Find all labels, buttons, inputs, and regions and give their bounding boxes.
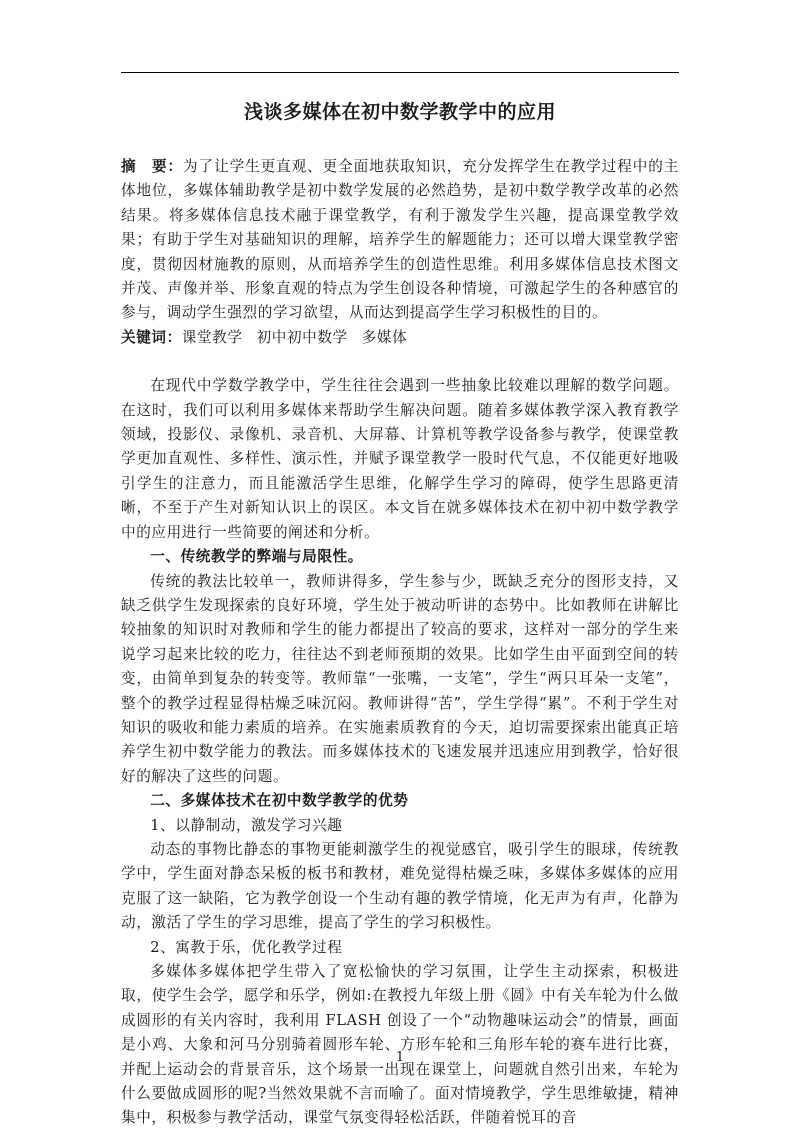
section2-sub2-paragraph: 多媒体多媒体把学生带入了宽松愉快的学习氛围，让学生主动探索，积极进取，使学生会学，愿学和乐学，例如:在教授九年级上册《圆》中有关车轮为什么做成圆形的有关内容时，我利用 FLASH 创设了一个“动物趣味运动会”的情景，画面是小鸡、大象和河马分别骑着圆形车轮、方形车轮和三角形车轮的赛车进行比赛，并配上运动会的背景音乐，这个场景一出现在课堂上，问题就自然引出来，车轮为什么要做成圆形的呢?当然效果就不言而喻了。面对情境教学，学生思维敏捷，精神集中，积极参与教学活动，课堂气氛变得轻松活跃，伴随着悦耳的音 bbox=[121, 963, 679, 1127]
keywords-label: 关键词： bbox=[121, 328, 182, 346]
page-number: 1 bbox=[395, 1050, 405, 1065]
header-rule bbox=[121, 72, 679, 73]
keyword-item: 多媒体 bbox=[361, 328, 408, 346]
keyword-item: 初中初中数学 bbox=[256, 328, 348, 346]
keyword-item: 课堂教学 bbox=[181, 328, 243, 346]
section1-paragraph: 传统的教法比较单一，教师讲得多，学生参与少，既缺乏充分的图形支持，又缺乏供学生发现探索的良好环境，学生处于被动听讲的态势中。比如教师在讲解比较抽象的知识时对教师和学生的能力都提出了较高的要求，这样对一部分的学生来说学习起来比较的吃力，往往达不到老师预期的效果。比如学生由平面到空间的转变，由简单到复杂的转变等。教师靠“一张嘴，一支笔”，学生“两只耳朵一支笔”，整个的教学过程显得枯燥乏味沉闷。教师讲得“苦”，学生学得“累”。不利于学生对知识的吸收和能力素质的培养。在实施素质教育的今天，迫切需要探索出能真正培养学生初中数学能力的教法。而多媒体技术的飞速发展并迅速应用到教学，恰好很好的解决了这些的问题。 bbox=[121, 572, 679, 785]
abstract-label: 摘 要： bbox=[121, 158, 184, 175]
section2-heading: 二、多媒体技术在初中数学教学的优势 bbox=[150, 792, 409, 810]
page-content bbox=[121, 98, 679, 1131]
abstract bbox=[121, 155, 679, 326]
intro-paragraph: 在现代中学数学教学中，学生往往会遇到一些抽象比较难以理解的数学问题。在这时，我们可以利用多媒体来帮助学生解决问题。随着多媒体教学深入教育教学领域，投影仪、录像机、录音机、大屏幕、计算机等教学设备参与教学，使课堂教学更加直观性、多样性、演示性，并赋予课堂教学一股时代气息，不仅能更好地吸引学生的注意力，而且能激活学生思维，化解学生学习的障碍，使学生思路更清晰，不至于产生对新知认识上的误区。本文旨在就多媒体技术在初中初中数学教学中的应用进行一些简要的阐述和分析。 bbox=[121, 377, 679, 541]
section1-heading: 一、传统教学的弊端与局限性。 bbox=[150, 548, 363, 566]
abstract-text: 为了让学生更直观、更全面地获取知识，充分发挥学生在教学过程中的主体地位，多媒体辅助教学是初中数学发展的必然趋势，是初中数学教学改革的必然结果。将多媒体信息技术融于课堂教学，有利于激发学生兴趣，提高课堂教学效果；有助于学生对基础知识的理解，培养学生的解题能力；还可以增大课堂教学密度，贯彻因材施教的原则，从而培养学生的创造性思维。利用多媒体信息技术图文并茂、声像并举、形象直观的特点为学生创设各种情境，可激起学生的各种感官的参与，调动学生强烈的学习欲望，从而达到提高学生学习积极性的目的。 bbox=[121, 158, 680, 322]
section2-sub1-heading: 1、以静制动，激发学习兴趣 bbox=[150, 816, 343, 834]
keywords bbox=[121, 326, 679, 350]
section2-sub2-heading: 2、寓教于乐，优化教学过程 bbox=[150, 938, 343, 956]
section2-sub1-paragraph: 动态的事物比静态的事物更能刺激学生的视觉感官，吸引学生的眼球，传统教学中，学生面对静态呆板的板书和教材，难免觉得枯燥乏味，多媒体多媒体的应用克服了这一缺陷，它为教学创设一个生动有趣的教学情境，化无声为有声，化静为动，激活了学生的学习思维，提高了学生的学习积极性。 bbox=[121, 840, 679, 932]
paper-title: 浅谈多媒体在初中数学教学中的应用 bbox=[243, 101, 556, 123]
